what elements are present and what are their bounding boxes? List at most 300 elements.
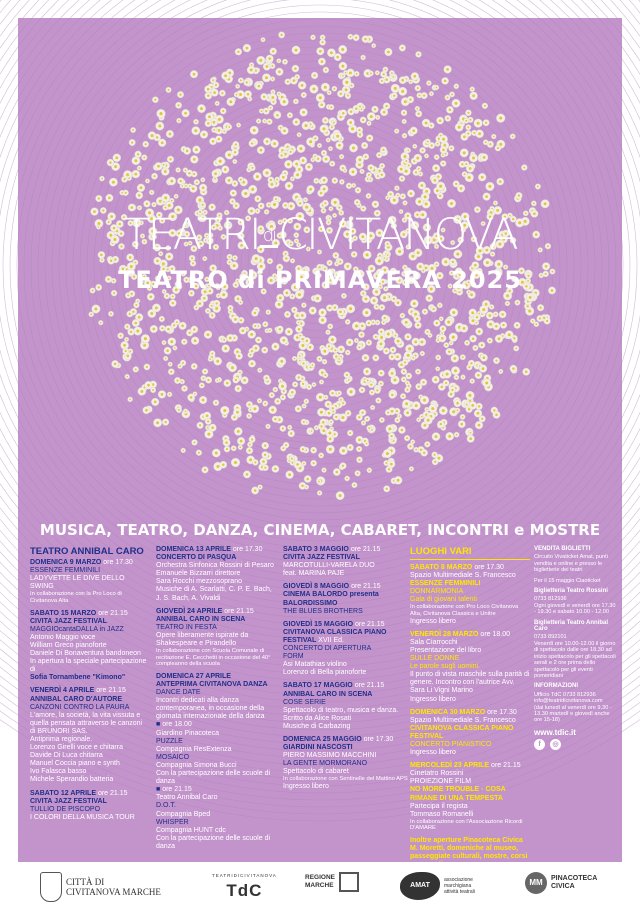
daisy	[279, 173, 287, 181]
daisy	[454, 84, 459, 89]
daisy	[235, 48, 242, 55]
daisy	[389, 353, 396, 360]
daisy	[413, 144, 418, 149]
daisy	[286, 471, 294, 479]
daisy	[303, 337, 310, 344]
daisy	[535, 184, 541, 190]
daisy	[113, 154, 121, 162]
daisy	[221, 166, 229, 174]
daisy	[225, 177, 233, 185]
daisy	[303, 197, 308, 202]
daisy	[414, 154, 422, 162]
sponsor-footer	[0, 862, 640, 915]
daisy	[236, 123, 240, 127]
website-link[interactable]: www.tdic.it	[534, 727, 576, 737]
daisy	[420, 351, 425, 356]
daisy	[108, 257, 115, 264]
daisy	[204, 86, 211, 93]
daisy	[331, 120, 336, 125]
daisy	[505, 301, 510, 306]
daisy	[469, 401, 477, 409]
daisy	[215, 378, 220, 383]
daisy	[283, 442, 289, 448]
daisy	[167, 156, 174, 163]
daisy	[378, 381, 384, 387]
daisy	[432, 376, 440, 384]
daisy	[321, 150, 327, 156]
daisy	[327, 90, 332, 95]
show-title: D.O.T.	[156, 802, 176, 810]
daisy	[132, 319, 139, 326]
daisy	[362, 308, 371, 317]
info-heading: INFORMAZIONI	[534, 683, 578, 690]
daisy	[310, 362, 315, 367]
daisy	[347, 430, 353, 436]
daisy	[367, 121, 372, 126]
event-line: Manuel Coccia piano e synth	[30, 760, 120, 768]
event-line: Musiche di Carbazing	[283, 722, 351, 730]
daisy	[317, 491, 322, 496]
daisy	[136, 192, 143, 199]
event-time: ore 21.15	[162, 786, 192, 794]
daisy	[366, 320, 372, 326]
bullet-icon: ■	[156, 721, 161, 729]
daisy	[383, 67, 388, 72]
logo-text: REGIONE	[305, 874, 335, 881]
daisy	[317, 408, 325, 416]
daisy	[416, 51, 422, 57]
daisy	[371, 43, 375, 47]
daisy	[425, 407, 430, 412]
logo-text: CITTÀ DI	[66, 877, 105, 887]
daisy	[445, 95, 451, 101]
event-line: Incontri dedicati alla danza contemporanea, in occasione della giornata internazionale della danza	[156, 697, 265, 721]
daisy	[164, 347, 171, 354]
office-phone: Ufficio TdC 0733 812936	[534, 691, 596, 698]
daisy	[141, 334, 150, 343]
event-title: BALORDISSIMO	[283, 599, 338, 607]
daisy	[438, 334, 446, 342]
daisy	[301, 419, 307, 425]
daisy	[293, 118, 300, 125]
daisy	[152, 304, 160, 312]
daisy	[162, 340, 166, 344]
daisy	[319, 380, 324, 385]
daisy	[345, 410, 351, 416]
daisy	[174, 194, 179, 199]
daisy	[361, 55, 366, 60]
event-date: MERCOLEDÌ 23 APRILE	[410, 762, 490, 770]
daisy	[415, 106, 420, 111]
daisy	[168, 362, 173, 367]
daisy	[123, 190, 129, 196]
daisy	[345, 476, 350, 481]
daisy	[289, 294, 295, 300]
daisy	[322, 468, 327, 473]
daisy	[380, 293, 389, 302]
daisy	[261, 37, 266, 42]
daisy	[499, 369, 504, 374]
daisy	[238, 177, 244, 183]
daisy	[397, 165, 405, 173]
daisy	[428, 122, 434, 128]
daisy	[234, 408, 242, 416]
daisy	[318, 453, 323, 458]
event-title: COSE SERIE	[283, 698, 326, 706]
daisy	[320, 35, 325, 40]
daisy	[287, 425, 292, 430]
daisy	[361, 420, 366, 425]
daisy	[269, 406, 277, 414]
daisy	[476, 328, 483, 335]
daisy	[152, 202, 157, 207]
daisy	[320, 177, 327, 184]
daisy	[424, 441, 430, 447]
daisy	[161, 194, 170, 203]
event-title: DANCE DATE	[156, 689, 201, 697]
daisy	[460, 324, 468, 332]
daisy	[414, 447, 419, 452]
daisy	[402, 133, 407, 138]
daisy	[345, 319, 350, 324]
event-category: GIARDINI NASCOSTI	[283, 744, 353, 752]
daisy	[322, 359, 327, 364]
daisy	[156, 122, 164, 130]
pinacoteca-logo	[525, 872, 597, 894]
daisy	[537, 315, 543, 321]
event-title: CONCERTO PIANISTICO	[410, 740, 492, 748]
daisy	[278, 152, 285, 159]
daisy	[200, 131, 208, 139]
daisy	[261, 93, 268, 100]
daisy	[440, 135, 448, 143]
daisy	[530, 319, 535, 324]
daisy	[360, 169, 365, 174]
daisy	[289, 389, 296, 396]
daisy	[367, 112, 375, 120]
phone-number: 0733 892101	[534, 634, 567, 641]
daisy	[144, 364, 150, 370]
daisy	[177, 178, 184, 185]
daisy	[383, 486, 389, 492]
daisy	[109, 178, 117, 186]
daisy	[276, 294, 284, 302]
daisy	[182, 109, 190, 117]
event-date: VENERDÌ 4 APRILE	[30, 687, 95, 695]
daisy	[338, 45, 346, 53]
daisy	[354, 338, 358, 342]
daisy	[326, 429, 335, 438]
daisy	[483, 140, 488, 145]
event-note: In collaborazione con l'Associazione Ricordi D'AMARE	[410, 818, 523, 832]
daisy	[337, 308, 344, 315]
daisy	[337, 357, 342, 362]
daisy	[112, 360, 119, 367]
daisy	[333, 347, 339, 353]
box-office-heading: Biglietteria Teatro Annibal Caro	[534, 619, 609, 633]
daisy	[262, 442, 269, 449]
event-category: ANNIBAL CARO IN SCENA	[156, 615, 246, 623]
daisy	[152, 97, 158, 103]
daisy	[470, 379, 475, 384]
show-title: WHISPER	[156, 818, 189, 826]
event-line: In apertura la speciale partecipazione di	[30, 658, 147, 674]
daisy	[268, 105, 273, 110]
title-civitanova: CIVITANOVA	[278, 210, 517, 260]
instagram-icon[interactable]: ◎	[550, 739, 561, 750]
show-title: MOSAICO	[156, 753, 190, 761]
event-line: Ingresso libero	[410, 695, 456, 703]
daisy	[360, 117, 366, 123]
daisy	[460, 414, 465, 419]
daisy	[251, 310, 258, 317]
daisy	[460, 354, 465, 359]
daisy	[339, 154, 344, 159]
daisy	[199, 184, 207, 192]
event-line: Partecipa il regista	[410, 802, 468, 810]
event-date: SABATO 15 MARZO	[30, 609, 97, 617]
daisy	[318, 308, 326, 316]
daisy	[168, 338, 176, 346]
daisy	[364, 441, 369, 446]
logo-text: TdC	[226, 881, 263, 900]
daisy	[209, 312, 216, 319]
event-title: TULLIO DE PISCOPO	[30, 805, 101, 813]
daisy	[191, 326, 198, 333]
daisy	[526, 293, 534, 301]
daisy	[285, 328, 293, 336]
daisy	[412, 401, 420, 409]
daisy	[257, 146, 265, 154]
daisy	[141, 155, 147, 161]
daisy	[328, 104, 334, 110]
daisy	[175, 102, 181, 108]
daisy	[359, 387, 365, 393]
event-title: TEATRO IN FESTA	[156, 623, 217, 631]
daisy	[262, 401, 268, 407]
daisy	[222, 129, 227, 134]
daisy	[134, 327, 143, 336]
daisy	[450, 308, 458, 316]
daisy	[421, 193, 429, 201]
daisy	[434, 154, 439, 159]
daisy	[486, 182, 495, 191]
event-line: PIERO MASSIMO MACCHINI	[283, 752, 377, 760]
daisy	[269, 392, 275, 398]
event-item	[283, 546, 408, 578]
event-note: In collaborazione con Scuola Comunale di recitazione E. Cecchetti in occasione del 40° compleanno della scuola	[156, 648, 271, 668]
daisy	[369, 427, 374, 432]
daisy	[316, 93, 325, 102]
daisy	[451, 354, 459, 362]
daisy	[306, 384, 312, 390]
daisy	[380, 147, 386, 153]
daisy	[227, 124, 232, 129]
daisy	[221, 337, 227, 343]
daisy	[483, 379, 491, 387]
daisy	[495, 145, 501, 151]
daisy	[447, 199, 456, 208]
daisy	[220, 461, 227, 468]
event-line: Ivo Falasca basso	[30, 768, 87, 776]
daisy	[284, 311, 290, 317]
title-separator: di	[260, 227, 278, 248]
daisy	[344, 372, 350, 378]
daisy	[359, 322, 366, 329]
daisy	[334, 132, 342, 140]
event-venue: Giardino Pinacoteca	[156, 729, 220, 737]
daisy	[166, 130, 174, 138]
daisy	[204, 331, 212, 339]
daisy	[310, 447, 316, 453]
daisy	[273, 196, 279, 202]
event-subtitle: Le parole sugli uomini.	[410, 663, 481, 671]
email-link[interactable]: info@teatridicivitanova.com	[534, 698, 603, 705]
daisy	[383, 348, 390, 355]
daisy	[340, 463, 347, 470]
daisy	[285, 79, 291, 85]
event-category: CONCERTO DI PASQUA	[156, 554, 237, 562]
daisy	[339, 447, 347, 455]
daisy	[295, 374, 302, 381]
event-note: In collaborazione con Pro Loco Civitanova Alta, Civitanova Classica e Unitre	[410, 604, 519, 618]
daisy	[310, 85, 319, 94]
daisy	[274, 398, 280, 404]
citta-civitanova-logo	[40, 872, 161, 902]
daisy	[356, 344, 362, 350]
daisy	[297, 132, 302, 137]
daisy	[470, 92, 478, 100]
daisy	[339, 179, 344, 184]
daisy	[366, 172, 371, 177]
daisy	[394, 186, 399, 191]
daisy	[337, 391, 342, 396]
daisy	[432, 433, 440, 441]
daisy	[128, 397, 133, 402]
daisy	[174, 377, 180, 383]
daisy	[235, 385, 242, 392]
daisy	[457, 185, 465, 193]
daisy	[404, 435, 410, 441]
event-line: William Greco pianoforte	[30, 641, 107, 649]
daisy	[192, 126, 200, 134]
daisy	[278, 382, 286, 390]
daisy	[466, 125, 472, 131]
event-date: SABATO 8 MARZO	[410, 564, 473, 571]
daisy	[233, 377, 240, 384]
logo-text: associazione	[444, 877, 473, 883]
event-line: Gala di giovani talenti	[410, 596, 477, 604]
daisy	[327, 324, 332, 329]
daisy	[493, 323, 501, 331]
daisy	[280, 97, 289, 106]
daisy	[223, 439, 230, 446]
daisy	[300, 108, 308, 116]
daisy	[437, 303, 442, 308]
daisy	[176, 168, 181, 173]
daisy	[404, 409, 412, 417]
daisy	[304, 485, 309, 490]
daisy	[402, 318, 410, 326]
event-date: DOMENICA 27 APRILE	[156, 672, 231, 680]
daisy	[154, 134, 161, 141]
daisy	[165, 326, 172, 333]
daisy	[414, 315, 421, 322]
event-line: Sofia Tornambene "Kimono"	[30, 674, 126, 682]
event-date: SABATO 17 MAGGIO	[283, 682, 353, 690]
daisy	[216, 157, 225, 166]
daisy	[332, 178, 338, 184]
daisy	[107, 159, 114, 166]
daisy	[232, 315, 240, 323]
daisy	[222, 344, 230, 352]
event-item	[30, 790, 148, 822]
daisy	[493, 357, 499, 363]
daisy	[234, 92, 239, 97]
daisy	[370, 297, 378, 305]
event-time: ore 17.30	[487, 708, 517, 716]
daisy	[162, 419, 169, 426]
daisy	[372, 106, 379, 113]
daisy	[405, 333, 412, 340]
daisy	[251, 487, 258, 494]
daisy	[252, 323, 258, 329]
daisy	[137, 184, 145, 192]
event-category: ANNIBAL CARO IN SCENA	[283, 690, 373, 698]
daisy	[394, 129, 399, 134]
daisy	[367, 468, 372, 473]
daisy	[523, 368, 530, 375]
venue-heading: TEATRO ANNIBAL CARO	[30, 546, 144, 557]
daisy	[258, 203, 264, 209]
daisy	[254, 195, 261, 202]
daisy	[470, 87, 475, 92]
daisy	[326, 330, 331, 335]
daisy	[293, 99, 298, 104]
daisy	[261, 347, 267, 353]
facebook-icon[interactable]: f	[534, 739, 545, 750]
daisy	[435, 141, 440, 146]
daisy	[321, 83, 330, 92]
daisy	[270, 48, 277, 55]
daisy	[420, 147, 426, 153]
event-title: DONNARMONIA	[410, 588, 464, 596]
event-line: FORM	[283, 653, 304, 661]
daisy	[329, 161, 335, 167]
event-item	[410, 709, 530, 758]
daisy	[478, 173, 486, 181]
daisy	[505, 331, 513, 339]
daisy	[366, 340, 372, 346]
daisy	[211, 127, 216, 132]
daisy	[296, 320, 301, 325]
daisy	[475, 421, 483, 429]
event-date: DOMENICA 30 MARZO	[410, 708, 486, 716]
daisy	[277, 59, 281, 63]
daisy	[158, 390, 166, 398]
daisy	[343, 70, 348, 75]
daisy	[388, 433, 395, 440]
amat-logo	[400, 872, 475, 900]
event-line: Sara Rocchi mezzosoprano	[156, 578, 242, 586]
daisy	[346, 339, 353, 346]
daisy	[281, 127, 289, 135]
daisy	[537, 304, 544, 311]
daisy	[248, 352, 254, 358]
daisy	[108, 311, 113, 316]
daisy	[353, 105, 360, 112]
daisy	[359, 409, 366, 416]
